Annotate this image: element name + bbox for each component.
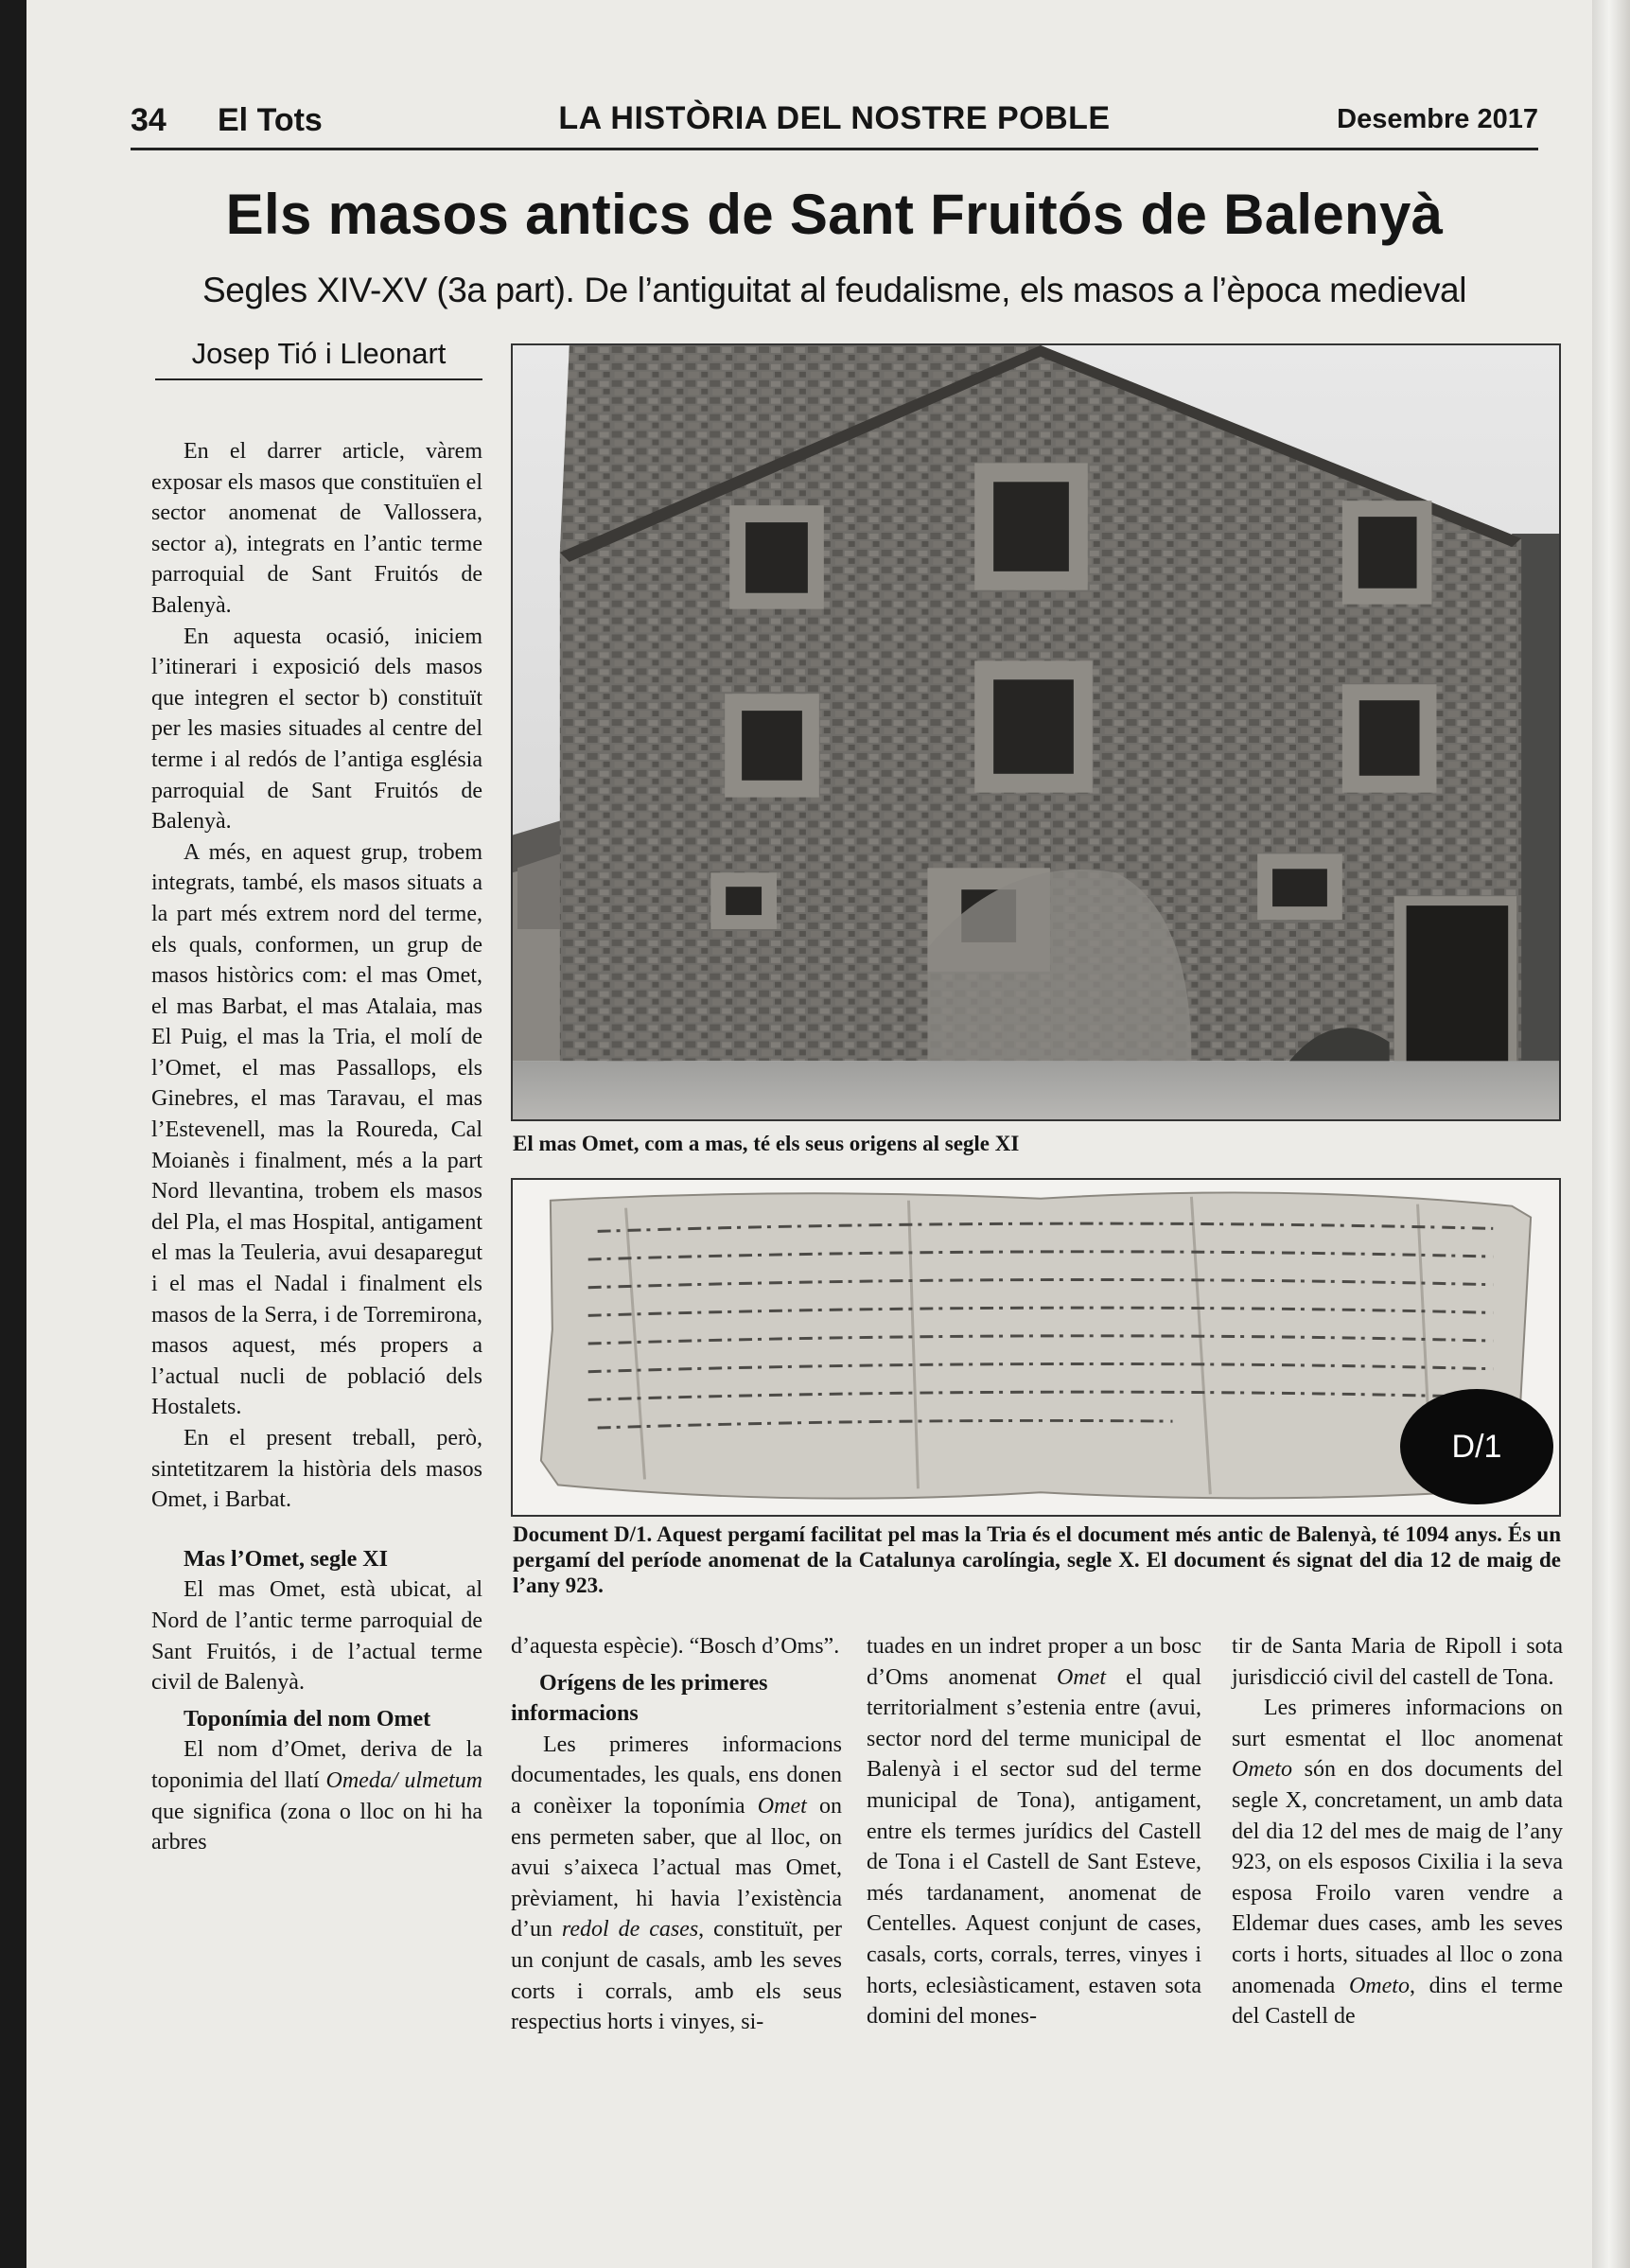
section-heading: Mas l’Omet, segle XI: [184, 1546, 388, 1572]
paragraph: d’aquesta espècie). “Bosch d’Oms”.: [511, 1634, 840, 1659]
text-run: que significa (zona o lloc on hi ha arbres: [151, 1799, 482, 1855]
article-column-4: [1232, 1631, 1563, 2032]
publication-name: El Tots: [218, 102, 323, 138]
page-header: [131, 93, 1538, 150]
page-number: 34: [131, 102, 167, 138]
italic-term: Omet: [757, 1793, 807, 1819]
text-run: són en dos documents del segle X, concretament, un amb data del dia 12 del mes de maig de l’any 923, on els esposos Cixilia i la seva esposa Froilo varen vendre a Eldemar dues cases, amb les seves corts i horts, situades al lloc o zona anomenada: [1232, 1757, 1563, 1998]
document-caption: Document D/1. Aquest pergamí facilitat pel mas la Tria és el document més antic de Balenyà, té 1094 anys. És un pergamí del període anomenat de la Catalunya carolíngia, segle X. El document és signat del dia 12 de maig de l’any 923.: [513, 1522, 1561, 1597]
article-title: Els masos antics de Sant Fruitós de Balenyà: [225, 183, 1444, 246]
section-heading: Orígens de les primeres informacions: [511, 1670, 768, 1727]
paragraph: [867, 1631, 1201, 2032]
text-run: el qual territorialment s’estenia entre (avui, sector nord del terme municipal de Balenyà i el sector sud del terme municipal de Tona), antigament, entre els termes jurídics del Castell de Tona i el Castell de Sant Esteve, més tardanament, anomenat de Centelles. Aquest conjunt de cases, casals, corts, corrals, terres, vinyes i horts, eclesiàsticament, estaven sota domini del mones-: [867, 1664, 1201, 2030]
text-run: , constituït, per un conjunt de casals, amb les seves corts i corrals, amb els seus respectius horts i vinyes, si-: [511, 1917, 842, 2035]
photo-caption: El mas Omet, com a mas, té els seus origens al segle XI: [513, 1132, 1020, 1155]
paragraph: [151, 1734, 482, 1857]
paragraph: [1232, 1693, 1563, 2032]
paragraph: A més, en aquest grup, trobem integrats, també, els masos situats a la part més extrem nord del terme, els quals, conformen, un grup de masos històrics com: el mas Omet, el mas Barbat, el mas Atalaia, mas El Puig, el mas la Tria, el molí de l’Omet, el mas Passallops, els Ginebres, el mas Taravau, el mas l’Estevenell, mas la Roureda, Cal Moianès i finalment, més a la part Nord llevantina, trobem els masos del Pla, el mas Hospital, antigament el mas la Teuleria, avui desaparegut i el mas el Nadal i finalment els masos de la Serra, i de Torremirona, masos aquest, més propers a l’actual nucli de població dels Hostalets.: [151, 839, 482, 1420]
page-edge: [1592, 0, 1630, 2268]
paragraph: En el darrer article, vàrem exposar els masos que constituïen el sector anomenat de Vallossera, sector a), integrats en l’antic terme parroquial de Sant Fruitós de Balenyà.: [151, 439, 482, 618]
mas-omet-photo: [511, 343, 1561, 1121]
text-run: on ens permeten saber, que al lloc, on avui s’aixeca l’actual mas Omet, prèviament, hi havia l’existència d’un: [511, 1793, 842, 1943]
magazine-page: [26, 0, 1592, 2268]
italic-term: Omeda/ ulmetum: [325, 1767, 482, 1793]
document-label-badge: D/1: [1400, 1389, 1553, 1504]
italic-term: Ometo: [1348, 1973, 1410, 1998]
text-run: , dins el terme del Castell de: [1232, 1973, 1563, 2030]
issue-date: Desembre 2017: [1337, 104, 1538, 134]
italic-term: redol de cases: [561, 1917, 699, 1943]
paragraph: [511, 1730, 842, 2038]
paragraph: En aquesta ocasió, iniciem l’itinerari i exposició dels masos que integren el sector b) constituït per les masies situades al centre del terme i al redós de l’antiga església parroquial de Sant Fruitós de Balenyà.: [151, 624, 482, 835]
section-heading: Toponímia del nom Omet: [184, 1706, 431, 1732]
text-run: Les primeres informacions documentades, les quals, ens donen a conèixer la toponímia: [511, 1732, 842, 1819]
italic-term: Omet: [1057, 1664, 1106, 1690]
text-run: El nom d’Omet, deriva de la toponimia del llatí: [151, 1737, 482, 1793]
article-column-1: [151, 436, 482, 1858]
text-run: Les primeres informacions on surt esmentat el lloc anomenat: [1232, 1696, 1563, 1751]
article-subtitle: Segles XIV-XV (3a part). De l’antiguitat al feudalisme, els masos a l’època medieval: [202, 271, 1467, 309]
section-title: LA HISTÒRIA DEL NOSTRE POBLE: [558, 100, 1111, 136]
paragraph: tir de Santa Maria de Ripoll i sota jurisdicció civil del castell de Tona.: [1232, 1634, 1563, 1690]
article-column-3: [867, 1631, 1201, 2032]
paragraph: El mas Omet, està ubicat, al Nord de l’antic terme parroquial de Sant Fruitós, i de l’actual terme civil de Balenyà.: [151, 1577, 482, 1696]
text-run: tuades en un indret proper a un bosc d’Oms anomenat: [867, 1634, 1201, 1690]
parchment-document: [511, 1178, 1561, 1517]
article-column-2: [511, 1631, 842, 2038]
article-author: Josep Tió i Lleonart: [155, 337, 482, 380]
italic-term: Ometo: [1232, 1757, 1292, 1783]
paragraph: En el present treball, però, sintetitzarem la història dels masos Omet, i Barbat.: [151, 1426, 482, 1513]
